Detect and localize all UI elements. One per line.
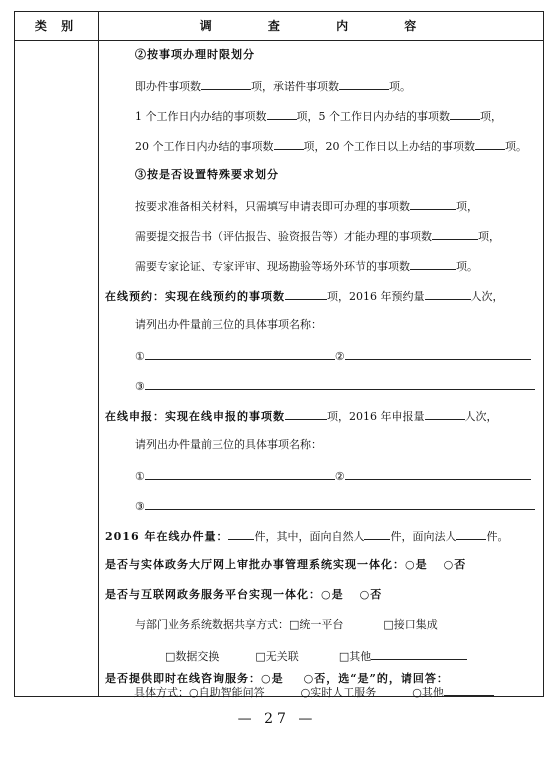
line-list-top3-a: 请列出办件量前三位的具体事项名称： (135, 318, 322, 331)
radio-other[interactable]: ○其他 (412, 686, 444, 699)
header-content: 调 查 内 容 (199, 19, 443, 33)
text: 是否与实体政务大厅网上审批办事管理系统实现一体化：○是 (105, 558, 428, 571)
blank-field[interactable] (145, 378, 535, 390)
blank-field[interactable] (475, 138, 505, 150)
text: 即办件事项数 (135, 80, 201, 93)
text: 在线预约：实现在线预约的事项数 (105, 290, 285, 303)
text: 件，其中，面向自然人 (254, 530, 365, 543)
text: ② (334, 470, 345, 483)
checkbox-exchange[interactable]: □数据交换 (165, 650, 220, 663)
checkbox-unified[interactable]: 与部门业务系统数据共享方式：□统一平台 (135, 618, 344, 631)
line-top-items-1-2-a (135, 348, 531, 364)
text: 项， (456, 200, 478, 213)
text: 项。 (389, 80, 411, 93)
line-online-submit (105, 408, 498, 424)
text: ③ (135, 380, 145, 393)
text: 件。 (486, 530, 509, 543)
text: ① (135, 350, 145, 363)
blank-field[interactable] (285, 408, 327, 420)
blank-field[interactable] (345, 348, 531, 360)
blank-field[interactable] (425, 288, 471, 300)
line-integration-hall (105, 558, 466, 572)
text: 项，20 个工作日以上办结的事项数 (303, 140, 475, 153)
blank-field[interactable] (267, 108, 297, 120)
line-consult-methods (134, 684, 494, 700)
header-category: 类 别 (34, 19, 79, 33)
text: 人次， (470, 290, 504, 303)
checkbox-none[interactable]: □无关联 (255, 650, 299, 663)
blank-field[interactable] (450, 108, 480, 120)
text: 需要提交报告书（评估报告、验资报告等）才能办理的事项数 (135, 230, 432, 243)
text: ③ (135, 500, 145, 513)
text: 项，5 个工作日内办结的事项数 (296, 110, 450, 123)
text: 2016 年在线办件量： (105, 530, 229, 543)
text: 是否与互联网政务服务平台实现一体化：○是 (105, 588, 344, 601)
text: 件，面向法人 (390, 530, 457, 543)
blank-field[interactable] (432, 228, 478, 240)
blank-field[interactable] (285, 288, 327, 300)
blank-field[interactable] (410, 198, 456, 210)
line-materials (135, 198, 478, 214)
text: 按要求准备相关材料，只需填写申请表即可办理的事项数 (135, 200, 410, 213)
blank-field[interactable] (364, 528, 390, 540)
text: 项，2016 年预约量 (327, 290, 425, 303)
text: 人次， (464, 410, 498, 423)
page-number: — 27 — (237, 711, 317, 727)
text: ② (334, 350, 345, 363)
line-list-top3-b: 请列出办件量前三位的具体事项名称： (135, 438, 322, 451)
section-time-limit: ②按事项办理时限划分 (135, 48, 255, 61)
text: 项， (478, 230, 500, 243)
checkbox-other[interactable]: □其他 (338, 650, 372, 663)
text: ○否，选“是”的，请回答： (303, 672, 449, 685)
checkbox-interface[interactable]: □接口集成 (383, 618, 438, 631)
line-20-days (135, 138, 527, 154)
line-integration-portal (105, 588, 382, 602)
line-reports (135, 228, 500, 244)
text: 是否提供即时在线咨询服务：○是 (105, 672, 284, 685)
blank-field[interactable] (410, 258, 456, 270)
section-special-req: ③按是否设置特殊要求划分 (135, 168, 279, 181)
blank-field[interactable] (339, 78, 389, 90)
line-top-items-1-2-b (135, 468, 531, 484)
line-experts (135, 258, 478, 274)
radio-self-service[interactable]: 具体方式：○自助智能问答 (134, 686, 265, 699)
radio-live[interactable]: ○实时人工服务 (300, 686, 377, 699)
blank-field[interactable] (201, 78, 251, 90)
line-1-5-days (135, 108, 502, 124)
text: 项。 (456, 260, 478, 273)
blank-field[interactable] (228, 528, 254, 540)
table-header (15, 12, 543, 41)
line-top-item-3-b (135, 498, 535, 514)
text: 1 个工作日内办结的事项数 (135, 110, 267, 123)
line-online-booking (105, 288, 504, 304)
blank-field[interactable] (274, 138, 304, 150)
text: 项，承诺件事项数 (251, 80, 339, 93)
blank-field[interactable] (444, 684, 494, 696)
line-data-sharing (135, 618, 438, 632)
survey-table (14, 11, 544, 697)
radio-no[interactable]: ○否 (443, 558, 467, 571)
line-data-sharing-2 (165, 648, 467, 664)
text: 20 个工作日内办结的事项数 (135, 140, 274, 153)
blank-field[interactable] (145, 348, 335, 360)
radio-no[interactable]: ○否 (359, 588, 383, 601)
line-online-volume (105, 528, 508, 544)
text: ① (135, 470, 145, 483)
line-instant-promise (135, 78, 411, 94)
blank-field[interactable] (145, 498, 535, 510)
column-divider (98, 12, 99, 696)
text: 需要专家论证、专家评审、现场勘验等场外环节的事项数 (135, 260, 410, 273)
text: 项，2016 年申报量 (327, 410, 425, 423)
blank-field[interactable] (145, 468, 335, 480)
text: 在线申报：实现在线申报的事项数 (105, 410, 285, 423)
blank-field[interactable] (456, 528, 486, 540)
text: 项。 (505, 140, 527, 153)
blank-field[interactable] (425, 408, 465, 420)
blank-field[interactable] (345, 468, 531, 480)
line-top-item-3-a (135, 378, 535, 394)
text: 项， (480, 110, 502, 123)
blank-field[interactable] (371, 648, 467, 660)
